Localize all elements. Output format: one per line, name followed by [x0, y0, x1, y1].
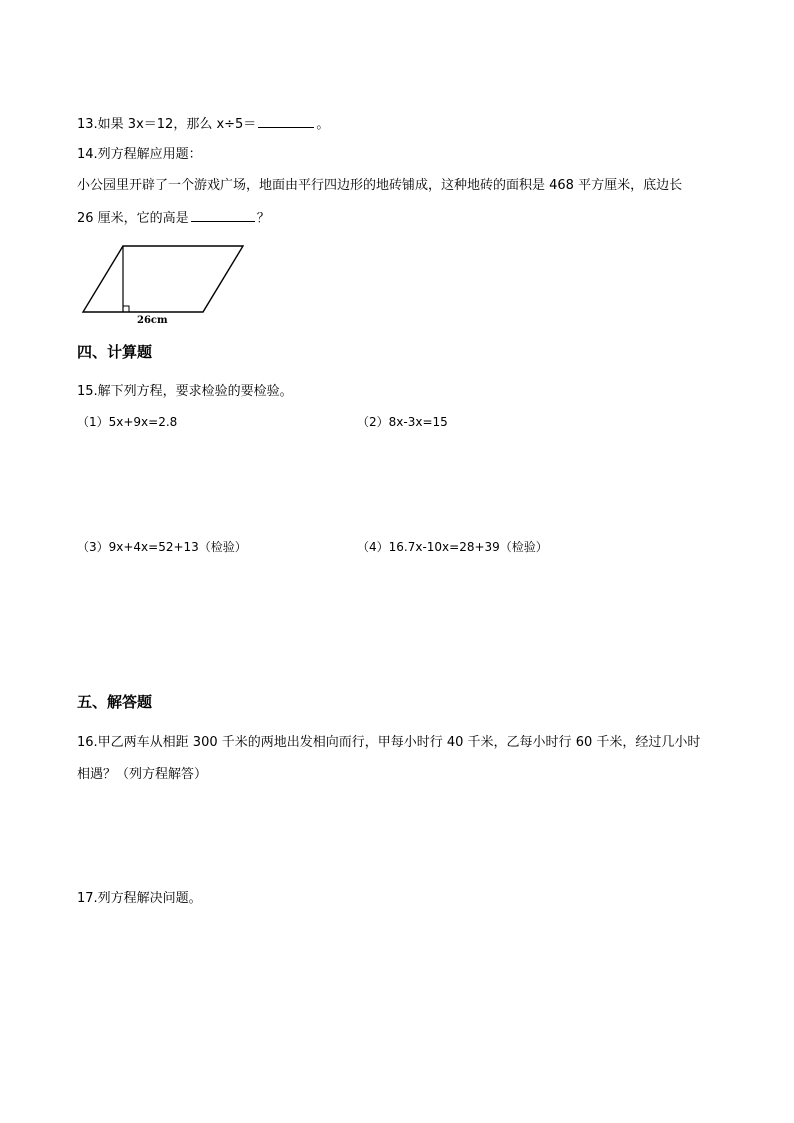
question-15-title: 15.解下列方程，要求检验的要检验。: [77, 384, 293, 399]
question-14-title: 14.列方程解应用题：: [77, 147, 202, 162]
equation-1: （1）5x+9x=2.8: [77, 415, 178, 429]
q14-text: 26 厘米，它的高是: [77, 211, 189, 226]
parallelogram-figure: [80, 243, 250, 329]
section-5-heading: 五、解答题: [77, 693, 153, 711]
q14-end: ？: [256, 211, 270, 226]
parallelogram-shape: [83, 246, 243, 312]
question-16-line1: 16.甲乙两车从相距 300 千米的两地出发相向而行，甲每小时行 40 千米，乙每小时行 60 千米，经过几小时: [77, 735, 701, 750]
equation-3: （3）9x+4x=52+13（检验）: [77, 540, 247, 554]
q13-text: 13.如果 3x＝12，那么 x÷5＝: [77, 117, 257, 132]
base-label: 26cm: [137, 315, 168, 326]
question-14-line2: [77, 208, 270, 228]
question-13: [77, 114, 329, 134]
question-16-line2: 相遇？（列方程解答）: [77, 767, 208, 782]
answer-blank[interactable]: [258, 114, 314, 128]
q13-end: 。: [316, 117, 330, 132]
equation-2: （2）8x-3x=15: [357, 415, 448, 429]
question-14-line1: 小公园里开辟了一个游戏广场，地面由平行四边形的地砖铺成，这种地砖的面积是 468 平方厘米，底边长: [77, 178, 683, 193]
right-angle-mark: [123, 306, 129, 312]
question-17-title: 17.列方程解决问题。: [77, 891, 202, 906]
equation-4: （4）16.7x-10x=28+39（检验）: [357, 540, 548, 554]
answer-blank[interactable]: [191, 208, 255, 222]
section-4-heading: 四、计算题: [77, 343, 153, 361]
